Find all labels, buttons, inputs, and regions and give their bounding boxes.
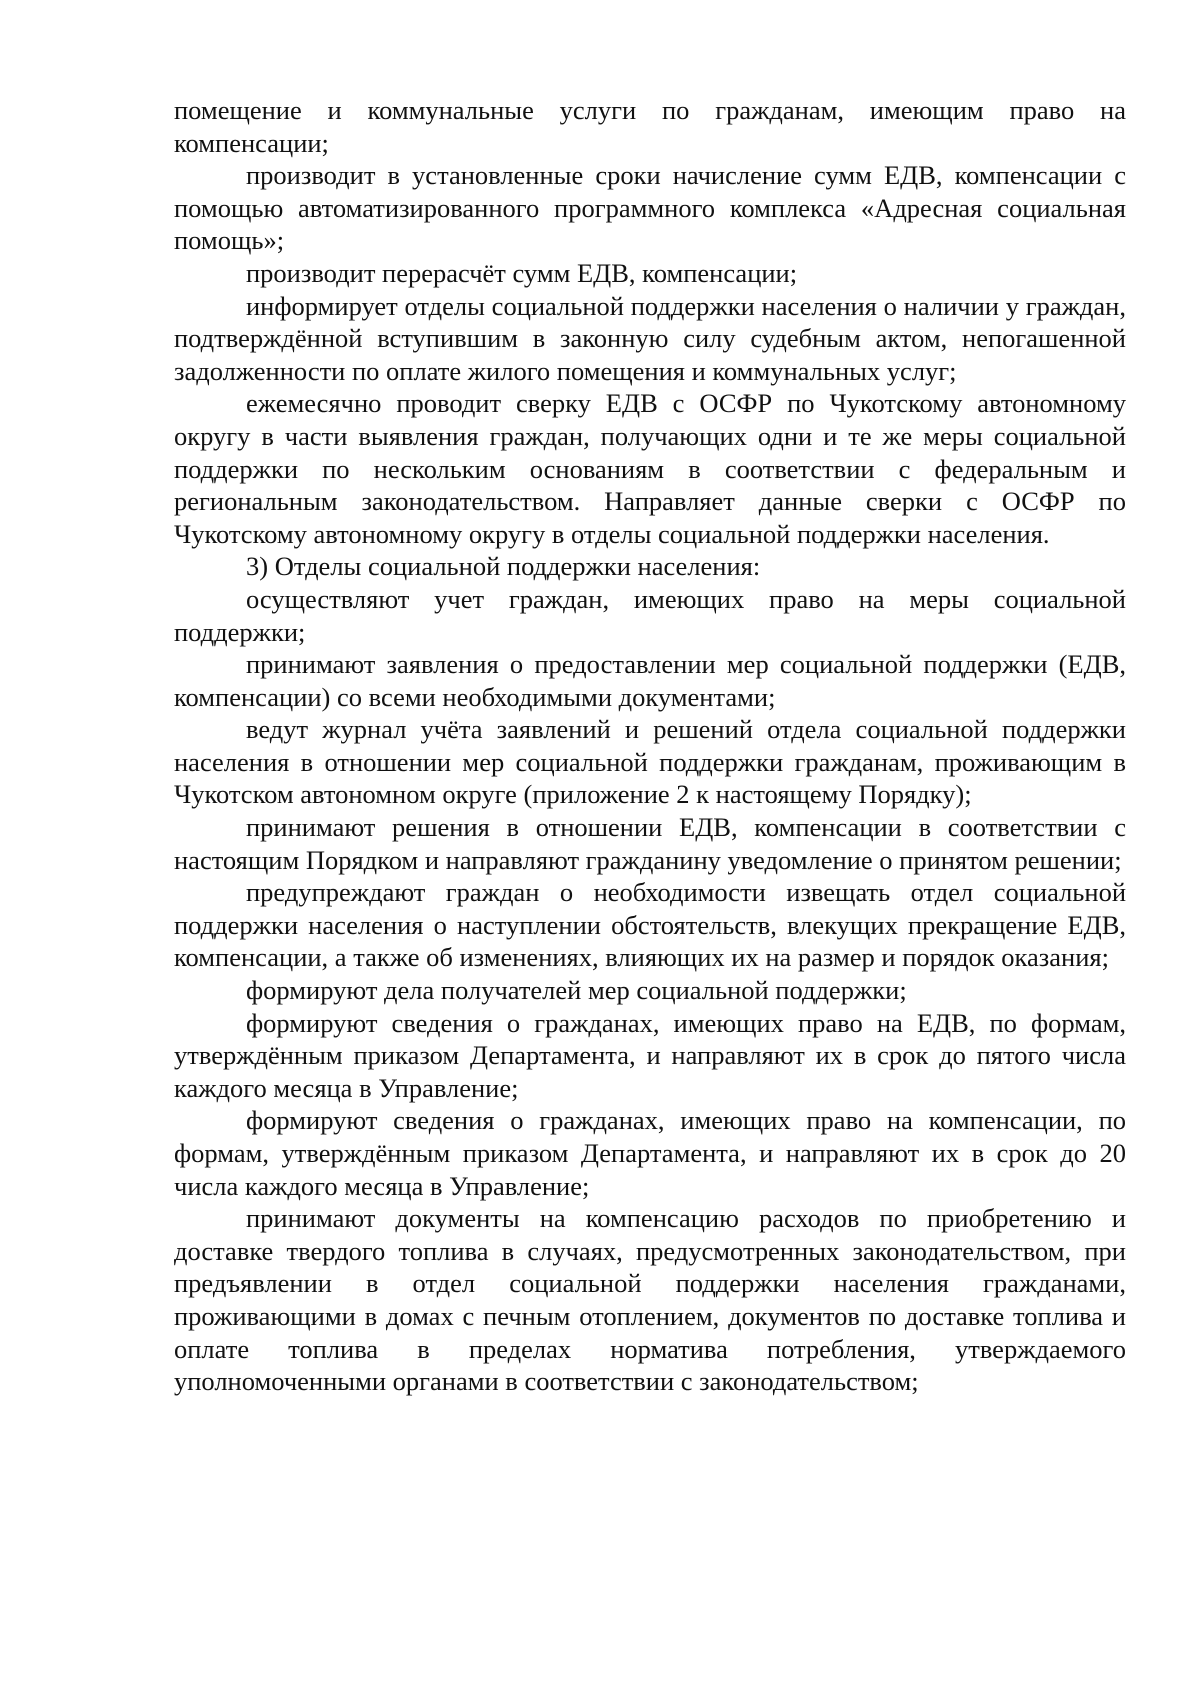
paragraph-2: производит в установленные сроки начисление сумм ЕДВ, компенсации с помощью автоматизированного программного комплекса «Адресная социальная помощь»; [174,160,1126,256]
paragraph-1: помещение и коммунальные услуги по гражданам, имеющим право на компенсации; [174,95,1126,158]
paragraph-9: ведут журнал учёта заявлений и решений отдела социальной поддержки населения в отношении мер социальной поддержки гражданам, проживающим в Чукотском автономном округе (приложение 2 к настоящему Порядку); [174,714,1126,810]
document-page [174,94,1126,1398]
paragraph-5: ежемесячно проводит сверку ЕДВ с ОСФР по Чукотскому автономному округу в части выявления граждан, получающих одни и те же меры социальной поддержки по нескольким основаниям в соответствии с федеральным и региональным законодательством. Направляет данные сверки с ОСФР по Чукотскому автономному округу в отделы социальной поддержки населения. [174,388,1126,549]
paragraph-3: производит перерасчёт сумм ЕДВ, компенсации; [246,257,798,288]
paragraph-4: информирует отделы социальной поддержки населения о наличии у граждан, подтверждённой вступившим в законную силу судебным актом, непогашенной задолженности по оплате жилого помещения и коммунальных услуг; [174,290,1126,386]
paragraph-15: принимают документы на компенсацию расходов по приобретению и доставке твердого топлива в случаях, предусмотренных законодательством, при предъявлении в отдел социальной поддержки населения гражданами, проживающими в домах с печным отоплением, документов по доставке топлива и оплате топлива в пределах норматива потребления, утверждаемого уполномоченными органами в соответствии с законодательством; [174,1203,1126,1397]
paragraph-11: предупреждают граждан о необходимости извещать отдел социальной поддержки населения о наступлении обстоятельств, влекущих прекращение ЕДВ, компенсации, а также об изменениях, влияющих их на размер и порядок оказания; [174,877,1126,973]
paragraph-13: формируют сведения о гражданах, имеющих право на ЕДВ, по формам, утверждённым приказом Департамента, и направляют их в срок до пятого числа каждого месяца в Управление; [174,1007,1126,1103]
paragraph-14: формируют сведения о гражданах, имеющих право на компенсации, по формам, утверждённым приказом Департамента, и направляют их в срок до 20 числа каждого месяца в Управление; [174,1105,1126,1201]
section-heading-3: 3) Отделы социальной поддержки населения: [246,551,761,582]
paragraph-7: осуществляют учет граждан, имеющих право на меры социальной поддержки; [174,583,1126,647]
paragraph-12: формируют дела получателей мер социальной поддержки; [246,975,907,1006]
paragraph-8: принимают заявления о предоставлении мер социальной поддержки (ЕДВ, компенсации) со всеми необходимыми документами; [174,649,1126,712]
paragraph-10: принимают решения в отношении ЕДВ, компенсации в соответствии с настоящим Порядком и направляют гражданину уведомление о принятом решении; [174,812,1126,875]
